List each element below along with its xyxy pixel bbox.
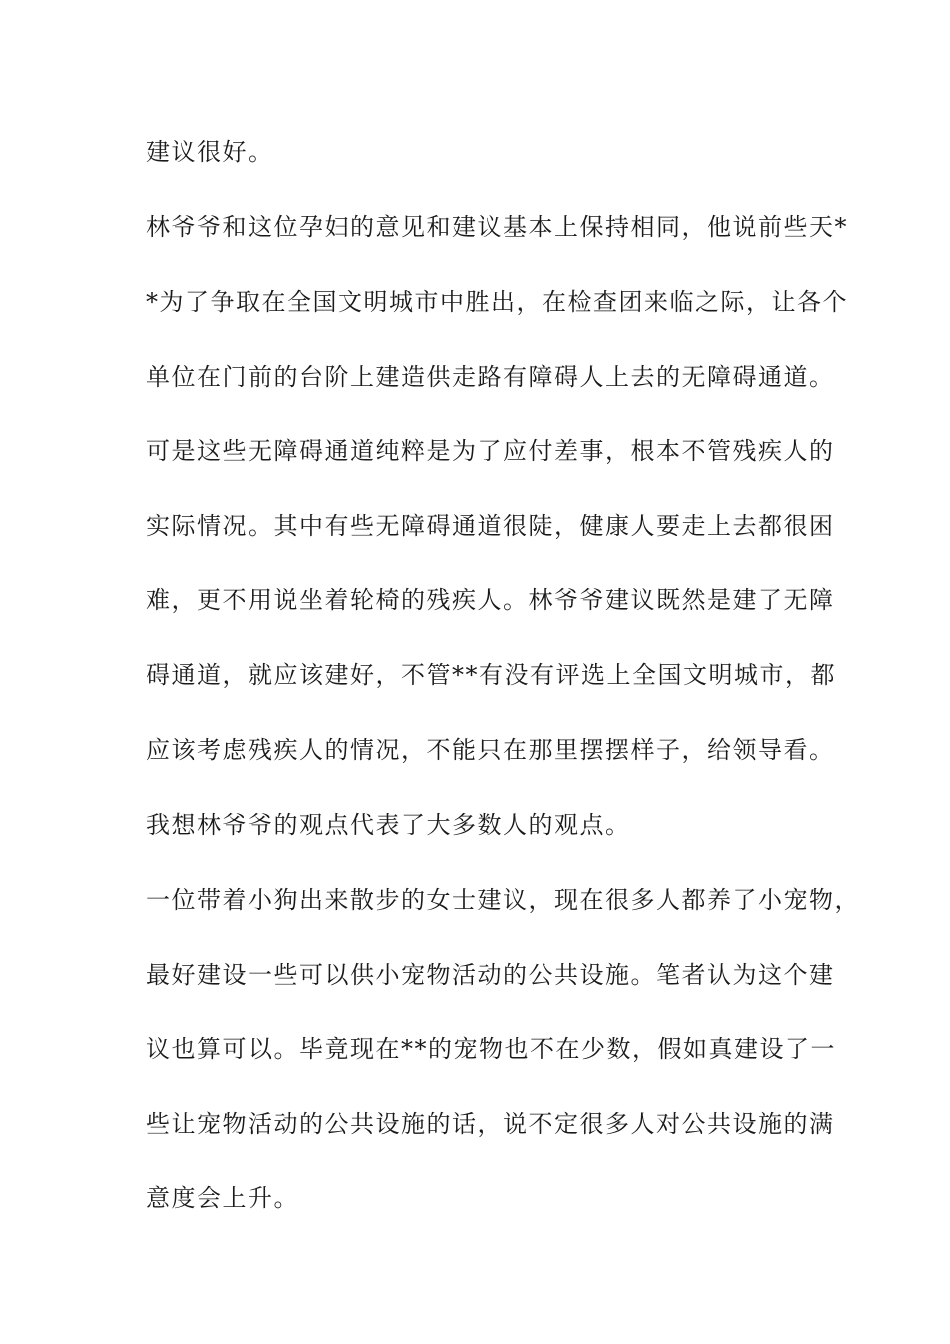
text-line: 建议很好。 bbox=[146, 138, 274, 166]
text-line: 碍通道，就应该建好，不管**有没有评选上全国文明城市，都 bbox=[146, 661, 836, 689]
text-line: 实际情况。其中有些无障碍通道很陡，健康人要走上去都很困 bbox=[146, 512, 835, 540]
text-line: 难，更不用说坐着轮椅的残疾人。林爷爷建议既然是建了无障 bbox=[146, 586, 835, 614]
text-line: 最好建设一些可以供小宠物活动的公共设施。笔者认为这个建 bbox=[146, 961, 835, 989]
text-line: 我想林爷爷的观点代表了大多数人的观点。 bbox=[146, 811, 631, 839]
text-line: *为了争取在全国文明城市中胜出，在检查团来临之际，让各个 bbox=[146, 288, 848, 316]
text-line: 意度会上升。 bbox=[146, 1184, 299, 1212]
text-line: 议也算可以。毕竟现在**的宠物也不在少数，假如真建设了一 bbox=[146, 1035, 836, 1063]
text-line: 一位带着小狗出来散步的女士建议，现在很多人都养了小宠物， bbox=[146, 886, 860, 914]
text-line: 林爷爷和这位孕妇的意见和建议基本上保持相同，他说前些天* bbox=[146, 213, 848, 241]
text-line: 应该考虑残疾人的情况，不能只在那里摆摆样子，给领导看。 bbox=[146, 736, 835, 764]
text-line: 可是这些无障碍通道纯粹是为了应付差事，根本不管残疾人的 bbox=[146, 437, 835, 465]
text-line: 些让宠物活动的公共设施的话，说不定很多人对公共设施的满 bbox=[146, 1110, 835, 1138]
text-line: 单位在门前的台阶上建造供走路有障碍人上去的无障碍通道。 bbox=[146, 363, 835, 391]
